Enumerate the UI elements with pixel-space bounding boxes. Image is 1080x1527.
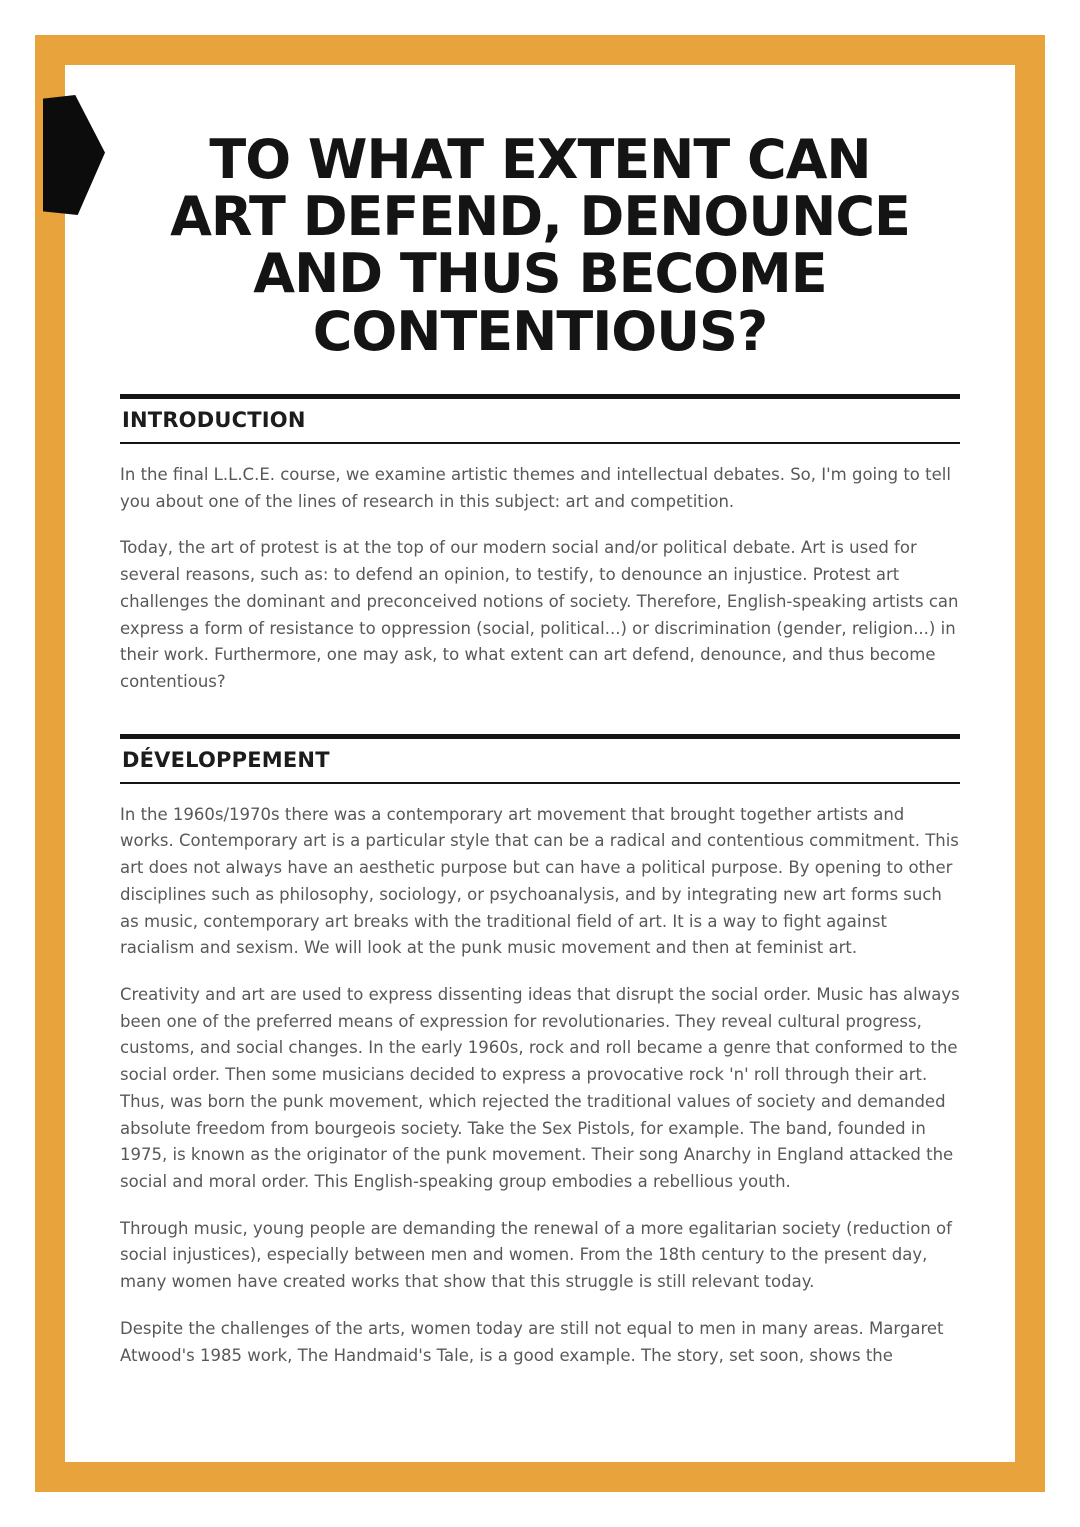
- paragraph: Creativity and art are used to express dissenting ideas that disrupt the social order. Music has always been one of the preferred means of expression for revolutionaries. They reveal cultural progress, customs, and social changes. In the early 1960s, rock and roll became a genre that conformed to the social order. Then some musicians decided to express a provocative rock 'n' roll through their art. Thus, was born the punk movement, which rejected the traditional values of society and demanded absolute freedom from bourgeois society. Take the Sex Pistols, for example. The band, founded in 1975, is known as the originator of the punk movement. Their song Anarchy in England attacked the social and moral order. This English-speaking group embodies a rebellious youth.: [120, 985, 960, 1192]
- paragraph: In the 1960s/1970s there was a contemporary art movement that brought together artists and works. Contemporary art is a particular style that can be a radical and contentious commitment. This art does not always have an aesthetic purpose but can have a political purpose. By opening to other disciplines such as philosophy, sociology, or psychoanalysis, and by integrating new art forms such as music, contemporary art breaks with the traditional field of art. It is a way to fight against racialism and sexism. We will look at the punk music movement and then at feminist art.: [120, 804, 959, 958]
- section-heading-developpement: DÉVELOPPEMENT: [120, 734, 960, 784]
- page-border-frame: [35, 35, 1045, 1492]
- page-title: TO WHAT EXTENT CAN ART DEFEND, DENOUNCE AND THUS BECOME CONTENTIOUS?: [170, 128, 910, 363]
- paragraph: Despite the challenges of the arts, women today are still not equal to men in many areas. Margaret Atwood's 1985 work, The Handmaid's Tale, is a good example. The story, set soon, shows the: [120, 1318, 944, 1365]
- section-introduction: [120, 394, 960, 696]
- paragraph: In the final L.L.C.E. course, we examine artistic themes and intellectual debates. So, I'm going to tell you about one of the lines of research in this subject: art and competition.: [120, 464, 951, 511]
- section-heading-introduction: INTRODUCTION: [120, 394, 960, 444]
- paragraph: Through music, young people are demanding the renewal of a more egalitarian society (reduction of social injustices), especially between men and women. From the 18th century to the present day, many women have created works that show that this struggle is still relevant today.: [120, 1218, 952, 1292]
- paragraph: Today, the art of protest is at the top of our modern social and/or political debate. Art is used for several reasons, such as: to defend an opinion, to testify, to denounce an injustice. Protest art challenges the dominant and preconceived notions of society. Therefore, English-speaking artists can express a form of resistance to oppression (social, political...) or discrimination (gender, religion...) in their work. Furthermore, one may ask, to what extent can art defend, denounce, and thus become contentious?: [120, 538, 959, 691]
- page-content: [65, 65, 1015, 1462]
- section-developpement: [120, 734, 960, 1370]
